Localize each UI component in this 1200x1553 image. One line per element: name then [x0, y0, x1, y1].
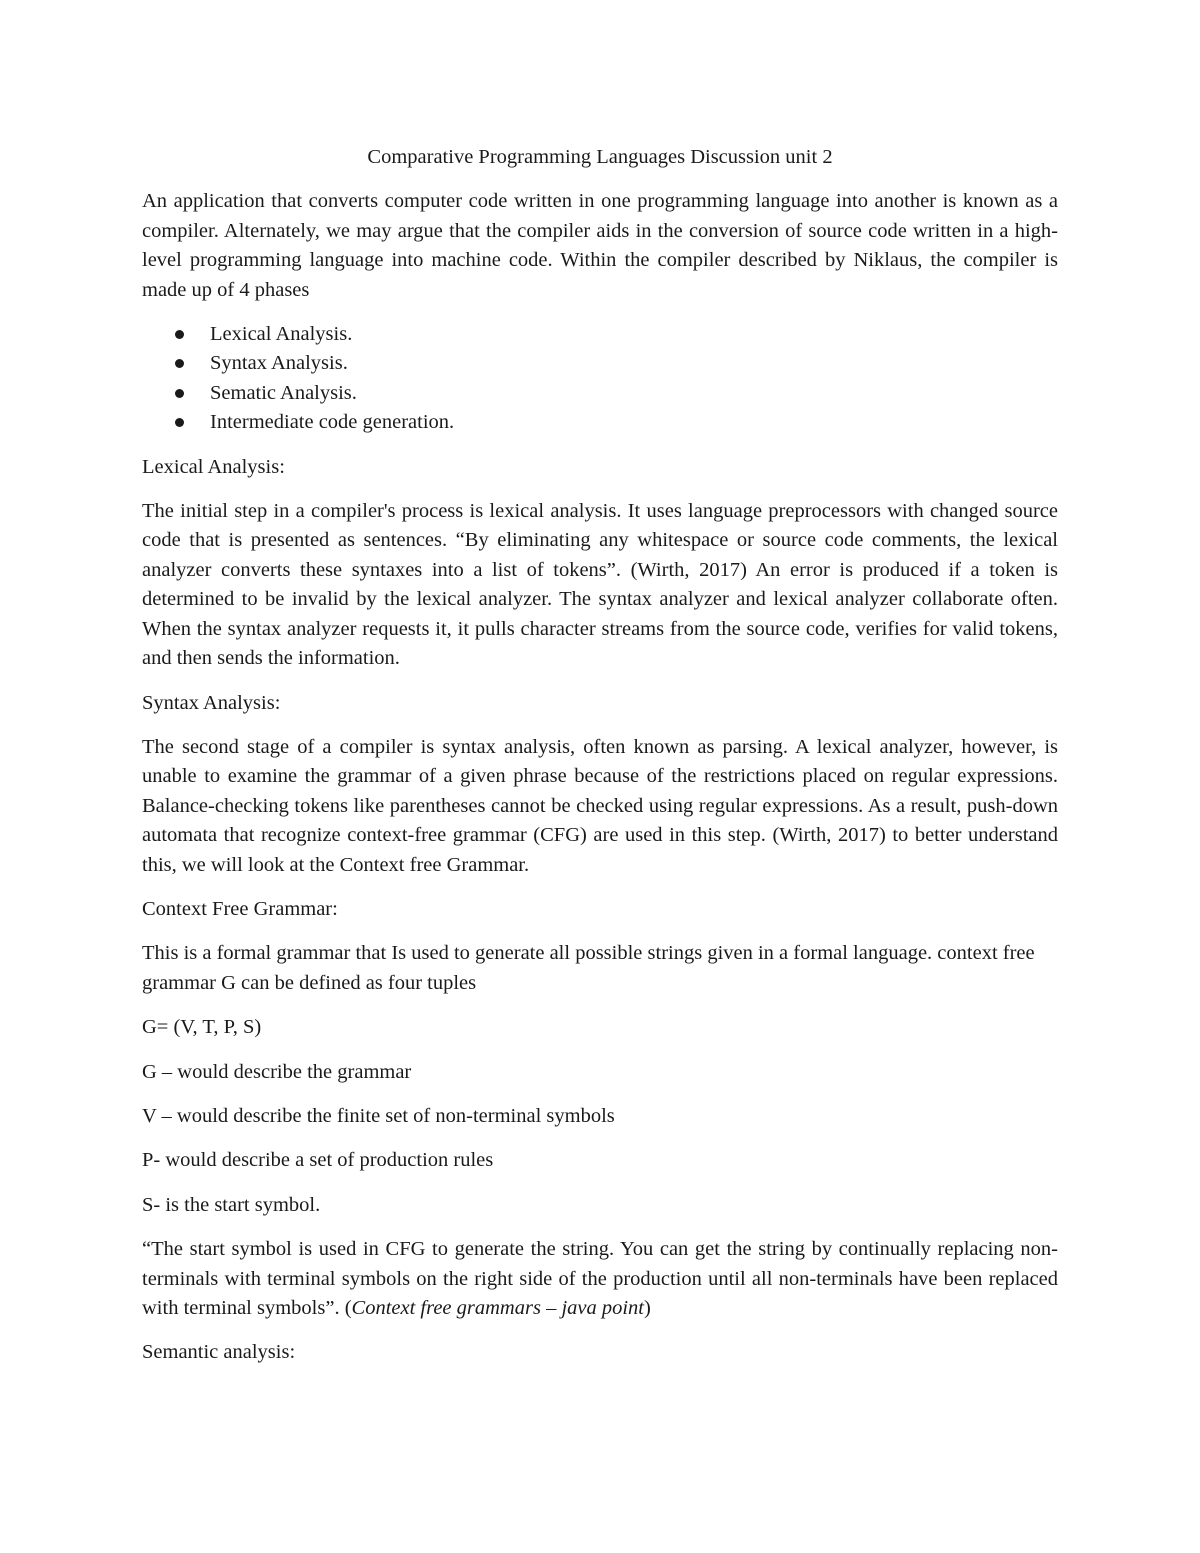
- list-item: [142, 320, 1058, 349]
- cfg-definition-s: S- is the start symbol.: [142, 1193, 321, 1216]
- list-item: [142, 408, 1058, 437]
- lexical-heading: Lexical Analysis:: [142, 455, 285, 478]
- cfg-heading: Context Free Grammar:: [142, 897, 338, 920]
- cfg-definition-p: P- would describe a set of production rules: [142, 1149, 494, 1172]
- cfg-definition-g: G – would describe the grammar: [142, 1060, 412, 1083]
- phase-label: Syntax Analysis.: [210, 352, 348, 375]
- phase-label: Intermediate code generation.: [210, 411, 455, 434]
- syntax-paragraph: The second stage of a compiler is syntax analysis, often known as parsing. A lexical analyzer, however, is unable to examine the grammar of a given phrase because of the restrictions placed on regular expressions. Balance-checking tokens like parentheses cannot be checked using regular expressions. As a result, push-down automata that recognize context-free grammar (CFG) are used in this step. (Wirth, 2017) to better understand this, we will look at the Context free Grammar.: [142, 735, 1058, 876]
- cfg-definition-v: V – would describe the finite set of non-terminal symbols: [142, 1104, 615, 1127]
- document-content: [142, 143, 1058, 1383]
- syntax-heading: Syntax Analysis:: [142, 691, 281, 714]
- list-item: [142, 349, 1058, 378]
- cfg-paragraph: This is a formal grammar that Is used to generate all possible strings given in a formal language. context free grammar G can be defined as four tuples: [142, 942, 1035, 994]
- cfg-quote-end: ): [644, 1297, 651, 1319]
- bullet-icon: [175, 418, 184, 427]
- bullet-icon: [175, 389, 184, 398]
- lexical-paragraph: The initial step in a compiler's process is lexical analysis. It uses language preprocessors with changed source code that is presented as sentences. “By eliminating any whitespace or source code comments, the lexical analyzer converts these syntaxes into a list of tokens”. (Wirth, 2017) An error is produced if a token is determined to be invalid by the lexical analyzer. The syntax analyzer and lexical analyzer collaborate often. When the syntax analyzer requests it, it pulls character streams from the source code, verifies for valid tokens, and then sends the information.: [142, 500, 1058, 670]
- semantic-heading: Semantic analysis:: [142, 1341, 296, 1364]
- phase-label: Sematic Analysis.: [210, 381, 357, 404]
- cfg-tuple: G= (V, T, P, S): [142, 1016, 262, 1039]
- bullet-icon: [175, 359, 184, 368]
- cfg-citation: Context free grammars – java point: [351, 1297, 645, 1319]
- document-title: Comparative Programming Languages Discussion unit 2: [367, 146, 833, 168]
- phases-list: [142, 320, 1058, 438]
- intro-paragraph: An application that converts computer code written in one programming language into another is known as a compiler. Alternately, we may argue that the compiler aids in the conversion of source code written in a high-level programming language into machine code. Within the compiler described by Niklaus, the compiler is made up of 4 phases: [142, 190, 1058, 301]
- phase-label: Lexical Analysis.: [210, 323, 353, 346]
- cfg-quote: “The start symbol is used in CFG to generate the string. You can get the string by continually replacing non-terminals with terminal symbols on the right side of the production until all non-terminals have been replaced with terminal symbols”. (: [142, 1238, 1058, 1319]
- cfg-quote-paragraph: [142, 1235, 1058, 1323]
- bullet-icon: [175, 330, 184, 339]
- list-item: [142, 379, 1058, 408]
